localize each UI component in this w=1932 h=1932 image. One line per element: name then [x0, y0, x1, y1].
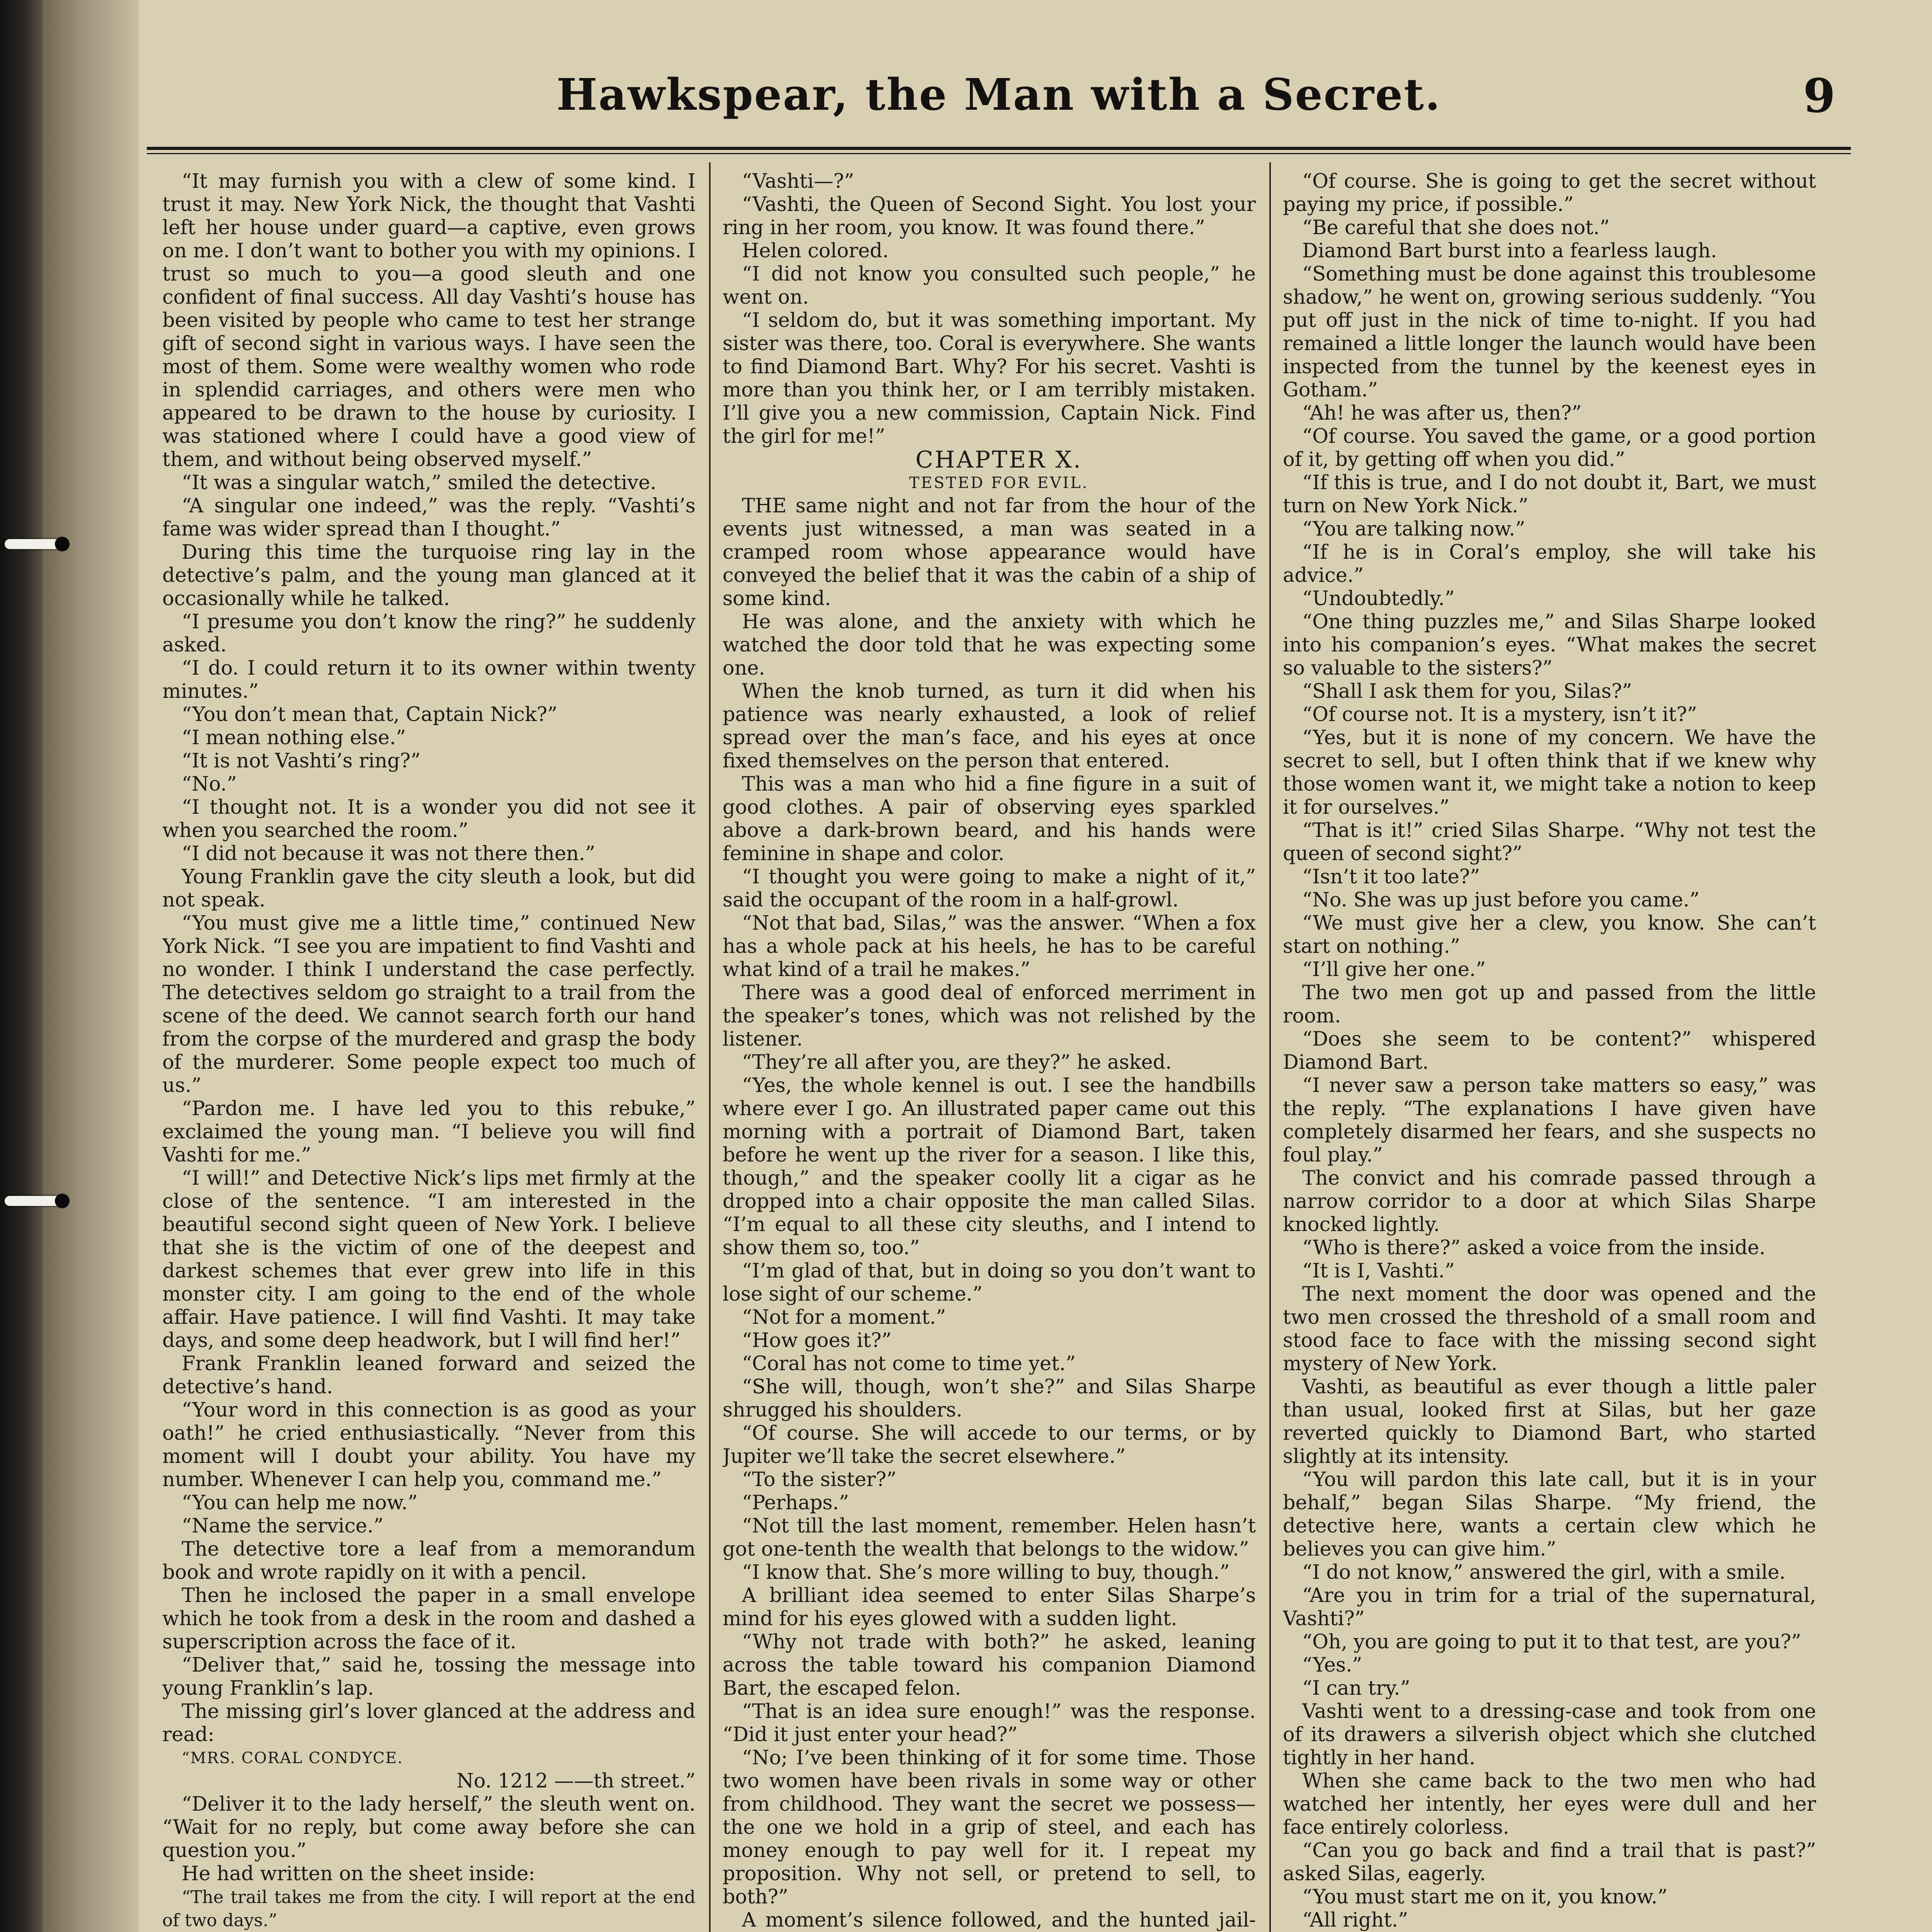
paragraph: “It was a singular watch,” smiled the detective. — [182, 471, 656, 494]
paragraph: “Vashti, the Queen of Second Sight. You lost your ring in her room, you know. It was found there.” — [723, 193, 1256, 239]
paragraph: “Of course not. It is a mystery, isn’t it?” — [1302, 703, 1697, 726]
paragraph: Vashti, as beautiful as ever though a little paler than usual, looked first at Silas, but her gaze reverted quickly to Diamond Bart, who started slightly at its intensity. — [1283, 1376, 1816, 1468]
paragraph: “Not till the last moment, remember. Helen hasn’t got one-tenth the wealth that belongs to the widow.” — [723, 1515, 1256, 1561]
paragraph: “You don’t mean that, Captain Nick?” — [182, 703, 558, 726]
paragraph: The detective tore a leaf from a memorandum book and wrote rapidly on it with a pencil. — [162, 1538, 696, 1584]
paragraph: “Pardon me. I have led you to this rebuke,” exclaimed the young man. “I believe you will find Vashti for me.” — [162, 1097, 696, 1167]
paragraph: “It is I, Vashti.” — [1302, 1260, 1455, 1282]
paragraph: “Yes, the whole kennel is out. I see the handbills where ever I go. An illustrated paper came out this morning with a portrait of Diamond Bart, taken before he went up the river for a season. I like this, though,” and the speaker coolly lit a cigar as he dropped into a chair opposite the man called Silas. “I’m equal to all these city sleuths, and I intend to show them so, too.” — [723, 1074, 1256, 1259]
paragraph: “They’re all after you, are they?” he asked. — [742, 1051, 1172, 1074]
paragraph: “Not for a moment.” — [742, 1306, 946, 1329]
paragraph: “That is an idea sure enough!” was the response. “Did it just enter your head?” — [723, 1700, 1256, 1746]
column-divider-2 — [1269, 162, 1271, 1932]
page-binding-shadow — [43, 0, 139, 1932]
paragraph: “That is it!” cried Silas Sharpe. “Why not test the queen of second sight?” — [1283, 819, 1816, 865]
paragraph: “To the sister?” — [742, 1468, 896, 1491]
paragraph: “Isn’t it too late?” — [1302, 866, 1480, 888]
paragraph: “Coral has not come to time yet.” — [742, 1352, 1076, 1375]
paragraph: “I mean nothing else.” — [182, 726, 406, 749]
paragraph: “Vashti—?” — [742, 170, 854, 193]
paragraph: The missing girl’s lover glanced at the address and read: — [162, 1700, 696, 1746]
paragraph: There was a good deal of enforced merriment in the speaker’s tones, which was not relished by the listener. — [723, 981, 1256, 1051]
header-rule-thick — [147, 147, 1851, 150]
paragraph: “It is not Vashti’s ring?” — [182, 750, 421, 772]
paragraph: “I thought you were going to make a night of it,” said the occupant of the room in a half-growl. — [723, 866, 1256, 912]
staple-middle — [5, 1196, 63, 1206]
paragraph: Young Franklin gave the city sleuth a look, but did not speak. — [162, 866, 696, 912]
paragraph: THE same night and not far from the hour of the events just witnessed, a man was seated in a cramped room whose appearance would have conveyed the belief that it was the cabin of a ship of some kind. — [723, 495, 1256, 610]
paragraph: This was a man who hid a fine figure in a suit of good clothes. A pair of observing eyes sparkled above a dark-brown beard, and his hands were feminine in shape and color. — [723, 773, 1256, 865]
paragraph: “Deliver it to the lady herself,” the sleuth went on. “Wait for no reply, but come away before she can question you.” — [162, 1793, 696, 1862]
staple-top — [5, 539, 63, 549]
text-column-1 — [162, 170, 696, 1932]
paragraph: “No.” — [182, 773, 237, 796]
paragraph: “I’m glad of that, but in doing so you don’t want to lose sight of our scheme.” — [723, 1260, 1256, 1306]
paragraph: “Name the service.” — [182, 1515, 384, 1537]
paragraph: “No; I’ve been thinking of it for some time. Those two women have been rivals in some way or other from childhood. They want the secret we possess—the one we hold in a grip of steel, and each has money enough to pay well for it. I repeat my proposition. Why not sell, or pretend to sell, to both?” — [723, 1747, 1256, 1908]
paragraph: “How goes it?” — [742, 1329, 892, 1352]
paragraph: “It may furnish you with a clew of some kind. I trust it may. New York Nick, the thought that Vashti left her house under guard—a captive, even grows on me. I don’t want to bother you with my opinions. I trust so much to you—a good sleuth and one confident of final success. All day Vashti’s house has been visited by people who came to test her strange gift of second sight in various ways. I have seen the most of them. Some were wealthy women who rode in splendid carriages, and others were men who appeared to be drawn to the house by curiosity. I was stationed where I could have a good view of them, and without being observed myself.” — [162, 170, 696, 471]
paragraph: “Be careful that she does not.” — [1302, 216, 1610, 239]
paragraph: During this time the turquoise ring lay in the detective’s palm, and the young man glanced at it occasionally while he talked. — [162, 541, 696, 610]
paragraph: “I can try.” — [1302, 1677, 1410, 1700]
paragraph: “Of course. You saved the game, or a good portion of it, by getting off when you did.” — [1283, 425, 1816, 471]
paragraph: “You must give me a little time,” continued New York Nick. “I see you are impatient to find Vashti and no wonder. I think I understand the case perfectly. The detectives seldom go straight to a trail from the scene of the deed. We cannot search forth our hand from the corpse of the murdered and grasp the body of the murderer. Some people expect too much of us.” — [162, 912, 696, 1097]
paragraph: The next moment the door was opened and the two men crossed the threshold of a small room and stood face to face with the missing second sight mystery of New York. — [1283, 1283, 1816, 1375]
paragraph: “Yes.” — [1302, 1654, 1362, 1677]
paragraph: When the knob turned, as turn it did when his patience was nearly exhausted, a look of relief spread over the man’s face, and his eyes at once fixed themselves on the person that entered. — [723, 680, 1256, 772]
paragraph: “A singular one indeed,” was the reply. “Vashti’s fame was wider spread than I thought.” — [162, 495, 696, 541]
header-rule-thin — [147, 153, 1851, 154]
paragraph: “Can you go back and find a trail that is past?” asked Silas, eagerly. — [1283, 1839, 1816, 1885]
paragraph: “Of course. She is going to get the secret without paying my price, if possible.” — [1283, 170, 1816, 216]
page-number: 9 — [1803, 69, 1835, 123]
running-header — [147, 66, 1851, 151]
paragraph: “Yes, but it is none of my concern. We have the secret to sell, but I often think that if we knew why those women want it, we might take a notion to keep it for ourselves.” — [1283, 726, 1816, 819]
paragraph: “I never saw a person take matters so easy,” was the reply. “The explanations I have given have completely disarmed her fears, and she suspects no foul play.” — [1283, 1074, 1816, 1167]
paragraph: “I seldom do, but it was something important. My sister was there, too. Coral is everywhere. She wants to find Diamond Bart. Why? For his secret. Vashti is more than you think her, or I am terribly mistaken. I’ll give you a new commission, Captain Nick. Find the girl for me!” — [723, 309, 1256, 448]
chapter-subheading: TESTED FOR EVIL. — [909, 474, 1089, 492]
paragraph: “Of course. She will accede to our terms, or by Jupiter we’ll take the secret elsewhere.” — [723, 1422, 1256, 1468]
paragraph: “I do. I could return it to its owner within twenty minutes.” — [162, 657, 696, 703]
page-title: Hawkspear, the Man with a Secret. — [556, 70, 1441, 120]
paragraph: “We must give her a clew, you know. She can’t start on nothing.” — [1283, 912, 1816, 958]
paragraph: The convict and his comrade passed through a narrow corridor to a door at which Silas Sharpe knocked lightly. — [1283, 1167, 1816, 1236]
paragraph: “No. She was up just before you came.” — [1302, 889, 1700, 912]
paragraph: “Something must be done against this troublesome shadow,” he went on, growing serious suddenly. “You put off just in the nick of time to-night. If you had remained a little longer the launch would have been inspected from the tunnel by the keenest eyes in Gotham.” — [1283, 263, 1816, 401]
paragraph: “She will, though, won’t she?” and Silas Sharpe shrugged his shoulders. — [723, 1376, 1256, 1422]
paragraph: “Your word in this connection is as good as your oath!” he cried enthusiastically. “Never from this moment will I doubt your ability. You have my number. Whenever I can help you, command me.” — [162, 1399, 696, 1491]
paragraph: “I will!” and Detective Nick’s lips met firmly at the close of the sentence. “I am interested in the beautiful second sight queen of New York. I believe that she is the victim of one of the deepest and darkest schemes that ever grew into life in this monster city. I am going to the end of the whole affair. Have patience. I will find Vashti. It may take days, and some deep headwork, but I will find her!” — [162, 1167, 696, 1352]
paragraph: “Why not trade with both?” he asked, leaning across the table toward his companion Diamond Bart, the escaped felon. — [723, 1631, 1256, 1700]
paragraph: “Shall I ask them for you, Silas?” — [1302, 680, 1632, 703]
envelope-address-street: No. 1212 ——th street.” — [456, 1770, 696, 1793]
paragraph: “Does she seem to be content?” whispered Diamond Bart. — [1283, 1028, 1816, 1074]
paragraph: The two men got up and passed from the little room. — [1283, 981, 1816, 1027]
paragraph: When she came back to the two men who had watched her intently, her eyes were dull and her face entirely colorless. — [1283, 1770, 1816, 1839]
paragraph: A brilliant idea seemed to enter Silas Sharpe’s mind for his eyes glowed with a sudden light. — [723, 1584, 1256, 1630]
paragraph: Frank Franklin leaned forward and seized the detective’s hand. — [162, 1352, 696, 1398]
chapter-heading: CHAPTER X. — [915, 446, 1082, 473]
paragraph: “I did not because it was not there then.” — [182, 842, 595, 865]
paragraph: “You will pardon this late call, but it is in your behalf,” began Silas Sharpe. “My friend, the detective here, wants a certain clew which he believes you can give him.” — [1283, 1468, 1816, 1561]
paragraph: “You are talking now.” — [1302, 518, 1526, 541]
paragraph: “Oh, you are going to put it to that test, are you?” — [1302, 1631, 1801, 1653]
paragraph: “I do not know,” answered the girl, with a smile. — [1302, 1561, 1786, 1584]
paragraph: “Undoubtedly.” — [1302, 587, 1455, 610]
paragraph: “I thought not. It is a wonder you did not see it when you searched the room.” — [162, 796, 696, 842]
paragraph: “You can help me now.” — [182, 1492, 418, 1514]
paragraph: “I did not know you consulted such people,” he went on. — [723, 263, 1256, 309]
written-note: “The trail takes me from the city. I will report at the end of two days.” — [162, 1887, 696, 1930]
paragraph: “Not that bad, Silas,” was the answer. “When a fox has a whole pack at his heels, he has to be careful what kind of a trail he makes.” — [723, 912, 1256, 981]
paragraph: “Ah! he was after us, then?” — [1302, 402, 1582, 425]
paragraph: “Who is there?” asked a voice from the inside. — [1302, 1236, 1765, 1259]
envelope-address-name: “MRS. CORAL CONDYCE. — [182, 1749, 403, 1767]
paragraph: He was alone, and the anxiety with which he watched the door told that he was expecting some one. — [723, 611, 1256, 680]
paragraph: Vashti went to a dressing-case and took from one of its drawers a silverish object which she clutched tightly in her hand. — [1283, 1700, 1816, 1769]
paragraph: “I know that. She’s more willing to buy, though.” — [742, 1561, 1230, 1584]
paragraph: Helen colored. — [742, 240, 889, 262]
paragraph: “One thing puzzles me,” and Silas Sharpe looked into his companion’s eyes. “What makes the secret so valuable to the sisters?” — [1283, 611, 1816, 680]
column-divider-1 — [709, 162, 711, 1932]
paragraph: “Perhaps.” — [742, 1492, 849, 1514]
paragraph: “I presume you don’t know the ring?” he suddenly asked. — [162, 611, 696, 656]
paragraph: “If he is in Coral’s employ, she will take his advice.” — [1283, 541, 1816, 587]
paragraph: Diamond Bart burst into a fearless laugh. — [1302, 240, 1717, 262]
text-column-3 — [1283, 170, 1816, 1932]
paragraph: “I’ll give her one.” — [1302, 958, 1486, 981]
paragraph: “All right.” — [1302, 1909, 1408, 1932]
paragraph: “Are you in trim for a trial of the supernatural, Vashti?” — [1283, 1584, 1816, 1630]
paragraph: “Deliver that,” said he, tossing the message into young Franklin’s lap. — [162, 1654, 696, 1700]
scan-background-edge — [0, 0, 43, 1932]
paragraph: “You must start me on it, you know.” — [1302, 1886, 1668, 1908]
paragraph: A moment’s silence followed, and the hunted jail- — [742, 1909, 1256, 1932]
text-column-2 — [723, 170, 1256, 1932]
paragraph: “If this is true, and I do not doubt it, Bart, we must turn on New York Nick.” — [1283, 471, 1816, 517]
paragraph: He had written on the sheet inside: — [182, 1862, 535, 1885]
paragraph: Then he inclosed the paper in a small envelope which he took from a desk in the room and dashed a superscription across the face of it. — [162, 1584, 696, 1653]
